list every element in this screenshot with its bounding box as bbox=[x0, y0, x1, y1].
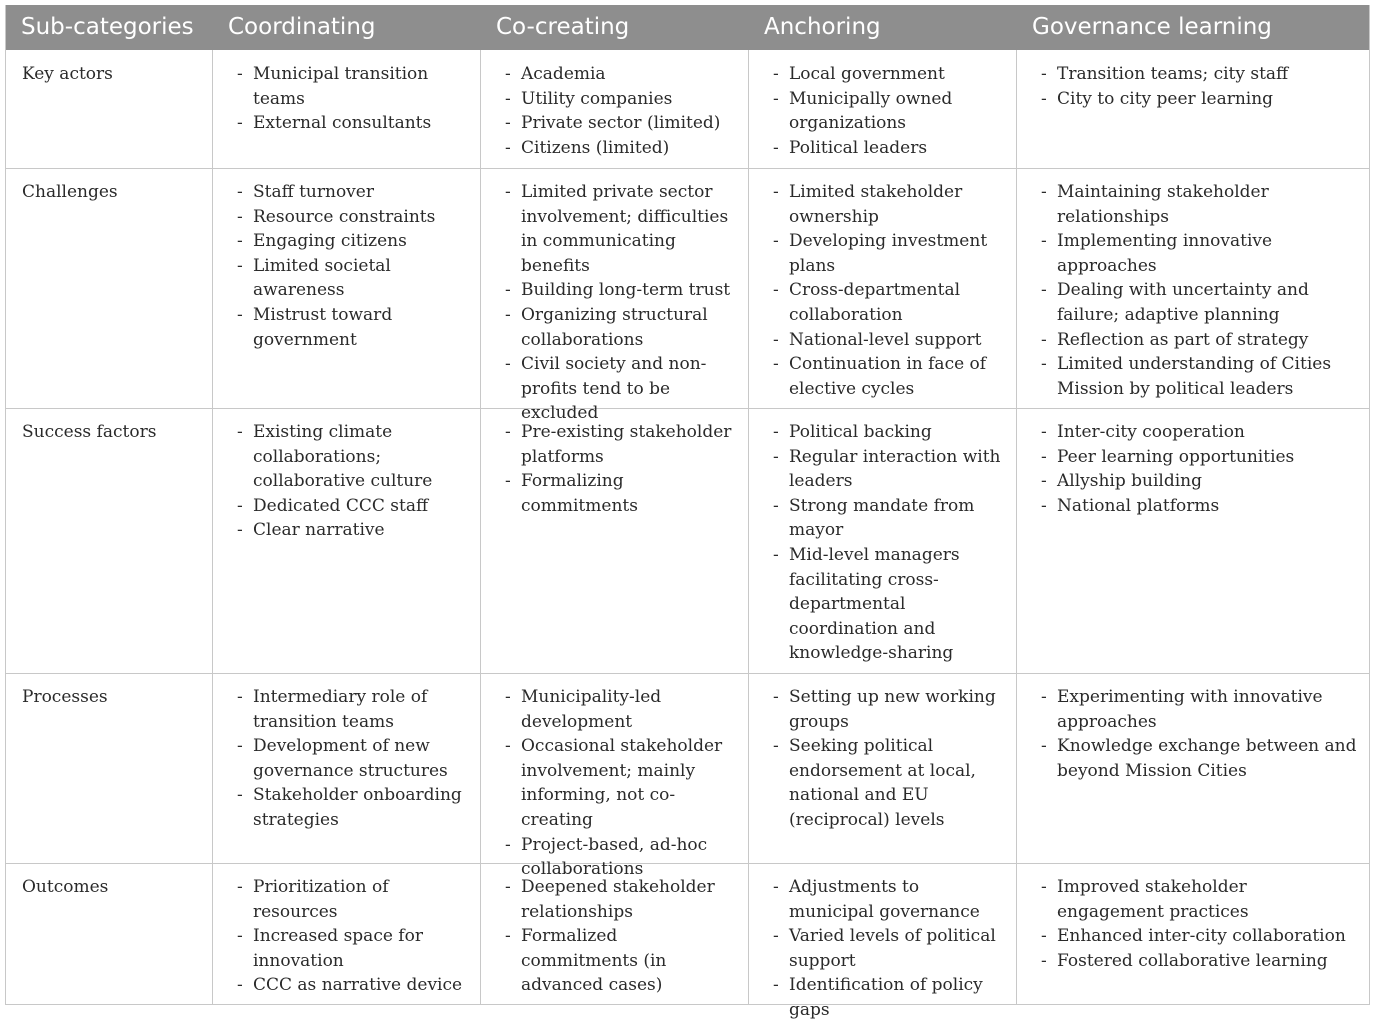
list-item: - Deepened stakeholder relationships bbox=[505, 875, 735, 924]
list-item: - Enhanced inter-city collaboration bbox=[1041, 924, 1357, 949]
cell-governance-learning bbox=[1041, 875, 1357, 973]
list-item: - Implementing innovative approaches bbox=[1041, 229, 1357, 278]
list-item: - Continuation in face of elective cycles bbox=[773, 352, 1003, 401]
list-item: - Limited societal awareness bbox=[237, 254, 467, 303]
list-item: - Reflection as part of strategy bbox=[1041, 328, 1357, 353]
list-item: - Municipally owned organizations bbox=[773, 87, 1003, 136]
list-item: - Cross-departmental collaboration bbox=[773, 278, 1003, 327]
row-label: Outcomes bbox=[22, 877, 109, 897]
list-item: - Building long-term trust bbox=[505, 278, 735, 303]
list-item: - National platforms bbox=[1041, 494, 1357, 519]
cell-coordinating bbox=[237, 180, 467, 352]
cell-governance-learning bbox=[1041, 180, 1357, 401]
list-item: - Civil society and non-profits tend to be excluded bbox=[505, 352, 735, 426]
column-divider bbox=[5, 5, 6, 1005]
column-divider bbox=[748, 50, 749, 1005]
list-item: - Engaging citizens bbox=[237, 229, 467, 254]
cell-cocreating bbox=[505, 420, 735, 518]
list-item: - Limited understanding of Cities Mission by political leaders bbox=[1041, 352, 1357, 401]
list-item: - Occasional stakeholder involvement; mainly informing, not co-creating bbox=[505, 734, 735, 832]
list-item: - Private sector (limited) bbox=[505, 111, 735, 136]
list-item: - Inter-city cooperation bbox=[1041, 420, 1357, 445]
cell-cocreating bbox=[505, 685, 735, 882]
list-item: - Strong mandate from mayor bbox=[773, 494, 1003, 543]
list-item: - Dealing with uncertainty and failure; adaptive planning bbox=[1041, 278, 1357, 327]
cell-anchoring bbox=[773, 875, 1003, 1023]
list-item: - Mistrust toward government bbox=[237, 303, 467, 352]
list-item: - Experimenting with innovative approaches bbox=[1041, 685, 1357, 734]
list-item: - Political backing bbox=[773, 420, 1003, 445]
list-item: - Stakeholder onboarding strategies bbox=[237, 783, 467, 832]
cell-cocreating bbox=[505, 62, 735, 160]
list-item: - Resource constraints bbox=[237, 205, 467, 230]
row-label: Processes bbox=[22, 687, 108, 707]
column-divider bbox=[480, 50, 481, 1005]
row-label: Key actors bbox=[22, 64, 113, 84]
list-item: - Intermediary role of transition teams bbox=[237, 685, 467, 734]
cell-governance-learning bbox=[1041, 685, 1357, 783]
list-item: - Peer learning opportunities bbox=[1041, 445, 1357, 470]
cell-cocreating bbox=[505, 875, 735, 998]
row-divider bbox=[5, 168, 1370, 169]
cell-governance-learning bbox=[1041, 62, 1357, 111]
list-item: - Formalized commitments (in advanced cases) bbox=[505, 924, 735, 998]
header-coordinating: Coordinating bbox=[228, 14, 376, 40]
list-item: - Municipal transition teams bbox=[237, 62, 467, 111]
list-item: - Staff turnover bbox=[237, 180, 467, 205]
list-item: - Formalizing commitments bbox=[505, 469, 735, 518]
cell-coordinating bbox=[237, 685, 467, 833]
list-item: - Limited private sector involvement; difficulties in communicating benefits bbox=[505, 180, 735, 278]
list-item: - Project-based, ad-hoc collaborations bbox=[505, 833, 735, 882]
header-subcategories: Sub-categories bbox=[21, 14, 194, 40]
cell-anchoring bbox=[773, 62, 1003, 160]
row-divider bbox=[5, 673, 1370, 674]
list-item: - Dedicated CCC staff bbox=[237, 494, 467, 519]
list-item: - Mid-level managers facilitating cross-departmental coordination and knowledge-sharing bbox=[773, 543, 1003, 666]
column-divider bbox=[1016, 50, 1017, 1005]
cell-cocreating bbox=[505, 180, 735, 426]
list-item: - Local government bbox=[773, 62, 1003, 87]
list-item: - Utility companies bbox=[505, 87, 735, 112]
list-item: - Transition teams; city staff bbox=[1041, 62, 1357, 87]
cell-coordinating bbox=[237, 62, 467, 136]
row-divider bbox=[5, 1004, 1370, 1005]
column-divider bbox=[212, 50, 213, 1005]
list-item: - Identification of policy gaps bbox=[773, 973, 1003, 1022]
list-item: - Improved stakeholder engagement practices bbox=[1041, 875, 1357, 924]
cell-coordinating bbox=[237, 875, 467, 998]
list-item: - Regular interaction with leaders bbox=[773, 445, 1003, 494]
cell-coordinating bbox=[237, 420, 467, 543]
header-cocreating: Co-creating bbox=[496, 14, 630, 40]
list-item: - National-level support bbox=[773, 328, 1003, 353]
table bbox=[5, 5, 1370, 1020]
list-item: - CCC as narrative device bbox=[237, 973, 467, 998]
list-item: - Increased space for innovation bbox=[237, 924, 467, 973]
list-item: - Varied levels of political support bbox=[773, 924, 1003, 973]
list-item: - Organizing structural collaborations bbox=[505, 303, 735, 352]
cell-anchoring bbox=[773, 685, 1003, 833]
list-item: - Clear narrative bbox=[237, 518, 467, 543]
list-item: - External consultants bbox=[237, 111, 467, 136]
list-item: - Adjustments to municipal governance bbox=[773, 875, 1003, 924]
list-item: - Prioritization of resources bbox=[237, 875, 467, 924]
list-item: - Municipality-led development bbox=[505, 685, 735, 734]
cell-anchoring bbox=[773, 420, 1003, 666]
cell-governance-learning bbox=[1041, 420, 1357, 518]
header-anchoring: Anchoring bbox=[764, 14, 881, 40]
list-item: - Limited stakeholder ownership bbox=[773, 180, 1003, 229]
list-item: - Citizens (limited) bbox=[505, 136, 735, 161]
list-item: - Academia bbox=[505, 62, 735, 87]
list-item: - Existing climate collaborations; collaborative culture bbox=[237, 420, 467, 494]
list-item: - Development of new governance structures bbox=[237, 734, 467, 783]
list-item: - Developing investment plans bbox=[773, 229, 1003, 278]
list-item: - Seeking political endorsement at local, national and EU (reciprocal) levels bbox=[773, 734, 1003, 832]
list-item: - Political leaders bbox=[773, 136, 1003, 161]
cell-anchoring bbox=[773, 180, 1003, 401]
header-governance-learning: Governance learning bbox=[1032, 14, 1272, 40]
column-divider bbox=[1369, 5, 1370, 1005]
list-item: - City to city peer learning bbox=[1041, 87, 1357, 112]
table-header-row bbox=[5, 5, 1370, 50]
row-label: Challenges bbox=[22, 182, 118, 202]
list-item: - Allyship building bbox=[1041, 469, 1357, 494]
row-label: Success factors bbox=[22, 422, 157, 442]
list-item: - Maintaining stakeholder relationships bbox=[1041, 180, 1357, 229]
list-item: - Pre-existing stakeholder platforms bbox=[505, 420, 735, 469]
list-item: - Setting up new working groups bbox=[773, 685, 1003, 734]
list-item: - Knowledge exchange between and beyond Mission Cities bbox=[1041, 734, 1357, 783]
list-item: - Fostered collaborative learning bbox=[1041, 949, 1357, 974]
